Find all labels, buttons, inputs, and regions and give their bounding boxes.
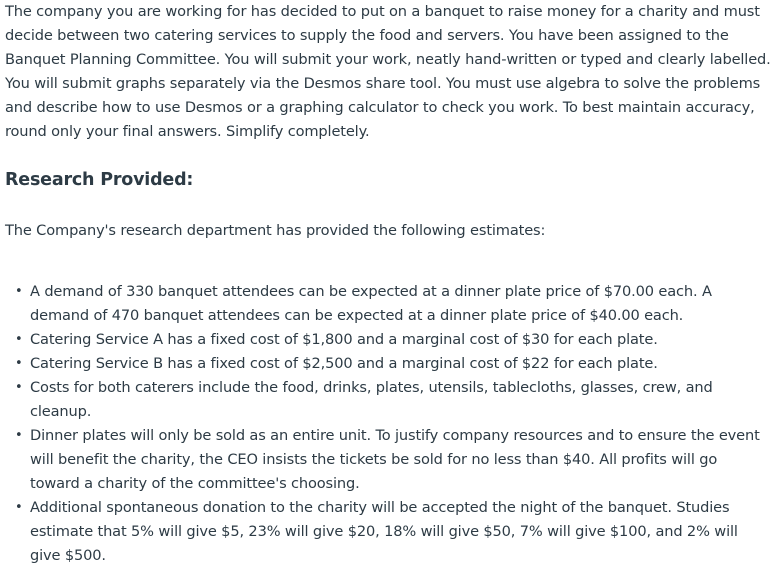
estimate-demand: • A demand of 330 banquet attendees can be expected at a dinner plate price of $70.00 each. A demand of 470 banquet attendees can be expected at a dinner plate price of $40.00 each. bbox=[30, 280, 763, 328]
research-heading: Research Provided: bbox=[5, 170, 194, 190]
estimates-list bbox=[5, 280, 763, 568]
estimate-caterer-b: • Catering Service B has a fixed cost of $2,500 and a marginal cost of $22 for each plate. bbox=[30, 352, 763, 376]
research-lead-text: The Company's research department has provided the following estimates: bbox=[5, 222, 546, 239]
estimate-ticket-rules: • Dinner plates will only be sold as an entire unit. To justify company resources and to ensure the event will benefit the charity, the CEO insists the tickets be sold for no less than $40. All profits will go toward a charity of the committee's choosing. bbox=[30, 424, 763, 496]
intro-paragraph: The company you are working for has decided to put on a banquet to raise money for a charity and must decide between two catering services to supply the food and servers. You have been assigned to the Banquet Planning Committee. You will submit your work, neatly hand-written or typed and clearly labelled. You will submit graphs separately via the Desmos share tool. You must use algebra to solve the problems and describe how to use Desmos or a graphing calculator to check you work. To best maintain accuracy, round only your final answers. Simplify completely. bbox=[5, 3, 771, 140]
estimate-caterer-a: • Catering Service A has a fixed cost of $1,800 and a marginal cost of $30 for each plate. bbox=[30, 328, 763, 352]
estimate-cost-inclusions: • Costs for both caterers include the food, drinks, plates, utensils, tablecloths, glasses, crew, and cleanup. bbox=[30, 376, 763, 424]
estimate-donations: • Additional spontaneous donation to the charity will be accepted the night of the banquet. Studies estimate that 5% will give $5, 23% will give $20, 18% will give $50, 7% will give $100, and 2% will give $500. bbox=[30, 496, 763, 568]
